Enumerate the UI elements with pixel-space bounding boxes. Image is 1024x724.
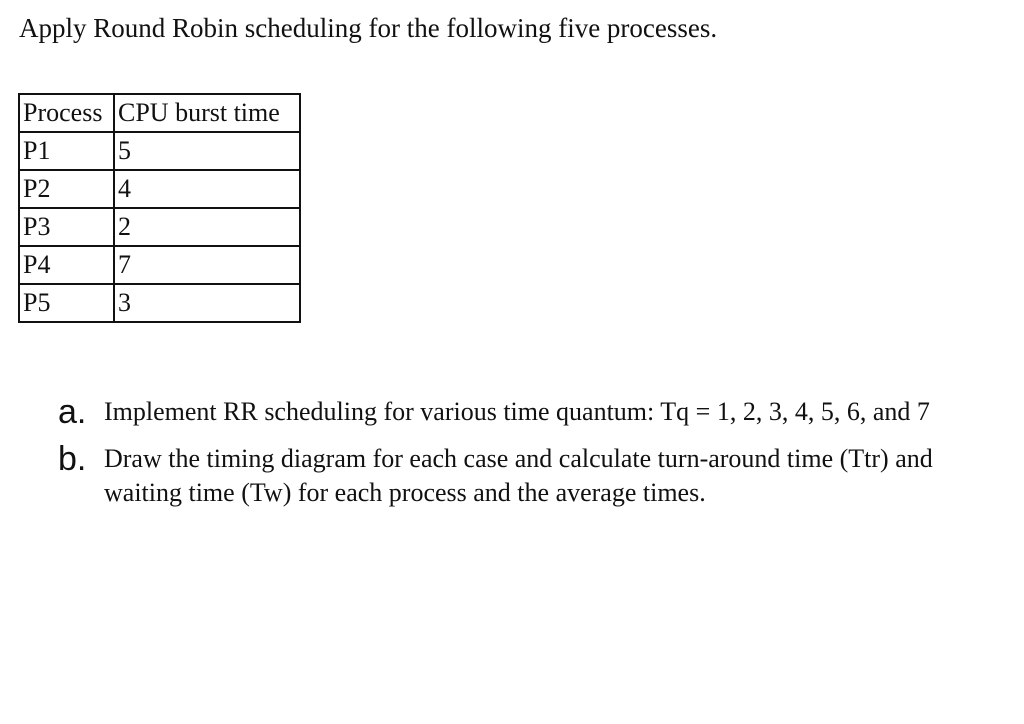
- burst-time-cell: 4: [114, 170, 300, 208]
- table-header-row: [19, 94, 300, 132]
- table-row: [19, 246, 300, 284]
- task-letter: b.: [58, 440, 87, 478]
- problem-statement: Apply Round Robin scheduling for the following five processes.: [19, 13, 718, 43]
- table-row: [19, 284, 300, 322]
- burst-time-cell: 2: [114, 208, 300, 246]
- table-row: [19, 132, 300, 170]
- process-table: [18, 93, 301, 323]
- task-text: Implement RR scheduling for various time quantum: Tq = 1, 2, 3, 4, 5, 6, and 7: [104, 397, 930, 426]
- process-cell: P2: [19, 170, 114, 208]
- process-cell: P3: [19, 208, 114, 246]
- process-cell: P4: [19, 246, 114, 284]
- column-header-process: Process: [19, 94, 114, 132]
- process-cell: P5: [19, 284, 114, 322]
- table-row: [19, 170, 300, 208]
- task-list: [58, 395, 1013, 523]
- task-item-a: [58, 395, 1013, 429]
- task-item-b: [58, 442, 1013, 510]
- burst-time-cell: 7: [114, 246, 300, 284]
- task-text: Draw the timing diagram for each case and calculate turn-around time (Ttr) and waiting time (Tw) for each process and the average times.: [104, 444, 933, 507]
- task-letter: a.: [58, 393, 87, 431]
- burst-time-cell: 3: [114, 284, 300, 322]
- column-header-burst-time: CPU burst time: [114, 94, 300, 132]
- table-row: [19, 208, 300, 246]
- process-cell: P1: [19, 132, 114, 170]
- burst-time-cell: 5: [114, 132, 300, 170]
